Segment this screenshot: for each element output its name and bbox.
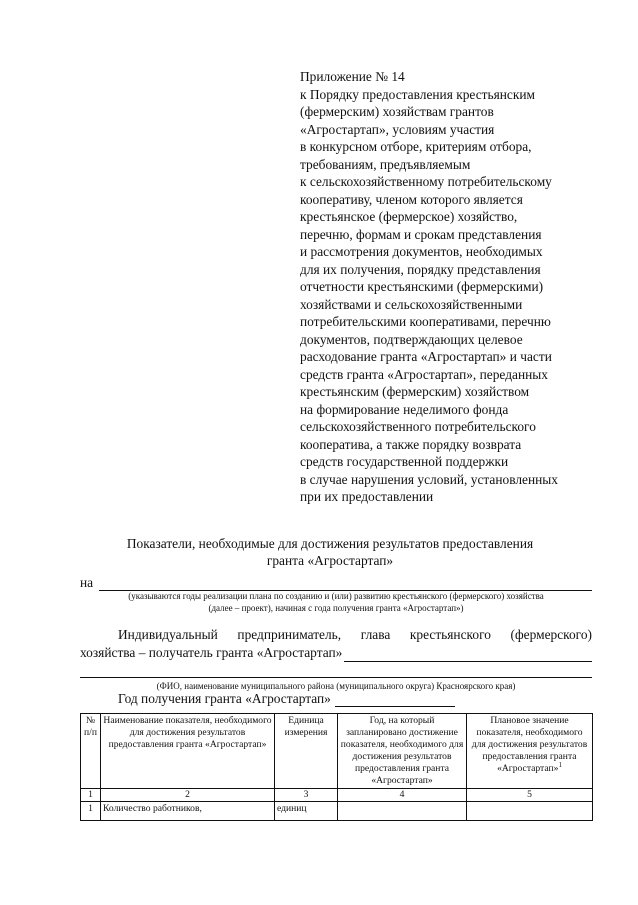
appendix-line: Приложение № 14	[300, 69, 405, 84]
appendix-line: потребительскими кооперативами, перечню	[300, 314, 551, 329]
title-line-2: гранта «Агростартап»	[266, 553, 394, 568]
row-number: 1	[81, 802, 101, 821]
column-number: 3	[275, 789, 338, 802]
header-target-year: Год, на который запланировано достижение показателя, необходимого для достижения результатов предоставления гранта «Агростартап»	[338, 714, 467, 789]
appendix-line: при их предоставлении	[300, 489, 434, 504]
indicators-table	[80, 713, 593, 821]
period-field	[80, 575, 592, 591]
appendix-line: крестьянским (фермерским) хозяйством	[300, 384, 530, 399]
appendix-block	[300, 68, 600, 506]
column-number: 1	[81, 789, 101, 802]
recipient-field	[80, 626, 592, 662]
appendix-line: на формирование неделимого фонда	[300, 401, 509, 417]
recipient-blank-line-full	[80, 677, 592, 678]
table-header-row	[81, 714, 593, 789]
header-indicator-name: Наименование показателя, необходимого для достижения результатов предоставления гранта «Агростартап»	[101, 714, 275, 789]
header-number: № п/п	[81, 714, 101, 789]
recipient-line-2: хозяйства – получатель гранта «Агростартап»	[80, 645, 343, 660]
row-planned-value	[467, 802, 593, 821]
column-number: 2	[101, 789, 275, 802]
appendix-line: требованиям, предъявляемым	[300, 156, 471, 172]
row-unit: единиц	[275, 802, 338, 821]
appendix-line: документов, подтверждающих целевое	[300, 331, 523, 347]
appendix-line: «Агростартап», условиям участия	[300, 121, 495, 137]
appendix-line: средств государственной поддержки	[300, 454, 509, 469]
period-note-line-1: (указываются годы реализации плана по созданию и (или) развитию крестьянского (фермерского) хозяйства	[128, 591, 544, 601]
appendix-line: хозяйствами и сельскохозяйственными	[300, 296, 523, 312]
table-column-numbers-row	[81, 789, 593, 802]
column-number: 4	[338, 789, 467, 802]
appendix-line: сельскохозяйственного потребительского	[300, 419, 536, 434]
appendix-line: в конкурсном отборе, критериям отбора,	[300, 139, 532, 154]
appendix-line: в случае нарушения условий, установленных	[300, 471, 558, 487]
grant-year-blank-line	[335, 693, 455, 707]
period-blank-line	[99, 577, 592, 591]
period-note	[80, 590, 592, 614]
period-note-line-2: (далее – проект), начиная с года получения гранта «Агростартап»)	[208, 603, 464, 613]
appendix-line: к сельскохозяйственному потребительскому	[300, 174, 552, 189]
appendix-line: отчетности крестьянскими (фермерскими)	[300, 279, 544, 294]
grant-year-label: Год получения гранта «Агростартап»	[118, 691, 331, 706]
title-line-1: Показатели, необходимые для достижения результатов предоставления	[126, 536, 534, 551]
row-target-year	[338, 802, 467, 821]
footnote-mark: 1	[558, 760, 562, 769]
appendix-line: расходование гранта «Агростартап» и части	[300, 349, 552, 364]
appendix-line: для их получения, порядку представления	[300, 261, 541, 277]
appendix-line: крестьянское (фермерское) хозяйство,	[300, 209, 518, 224]
appendix-line: кооператива, а также порядку возврата	[300, 436, 522, 452]
recipient-line-1: Индивидуальный предприниматель, глава крестьянского (фермерского)	[118, 627, 592, 642]
recipient-note: (ФИО, наименование муниципального района (муниципального округа) Красноярского края)	[156, 681, 516, 691]
recipient-line-2-row	[80, 644, 592, 662]
table-row	[81, 802, 593, 821]
appendix-line: и рассмотрения документов, необходимых	[300, 244, 543, 259]
appendix-line: перечню, формам и срокам представления	[300, 226, 542, 242]
header-unit: Единица измерения	[275, 714, 338, 789]
recipient-blank-line	[344, 647, 592, 662]
row-indicator-name: Количество работников,	[101, 802, 275, 821]
appendix-line: кооперативу, членом которого является	[300, 191, 523, 207]
header-planned-value-text: Плановое значение показателя, необходимого для достижения результатов предоставления гранта «Агростартап»	[471, 715, 588, 774]
grant-year-field	[118, 691, 538, 707]
appendix-line: (фермерским) хозяйствам грантов	[300, 104, 494, 119]
column-number: 5	[467, 789, 593, 802]
period-label: на	[80, 575, 94, 590]
appendix-line: к Порядку предоставления крестьянским	[300, 86, 536, 102]
document-title	[60, 535, 600, 569]
header-planned-value	[467, 714, 593, 789]
appendix-line: средств гранта «Агростартап», переданных	[300, 366, 548, 382]
